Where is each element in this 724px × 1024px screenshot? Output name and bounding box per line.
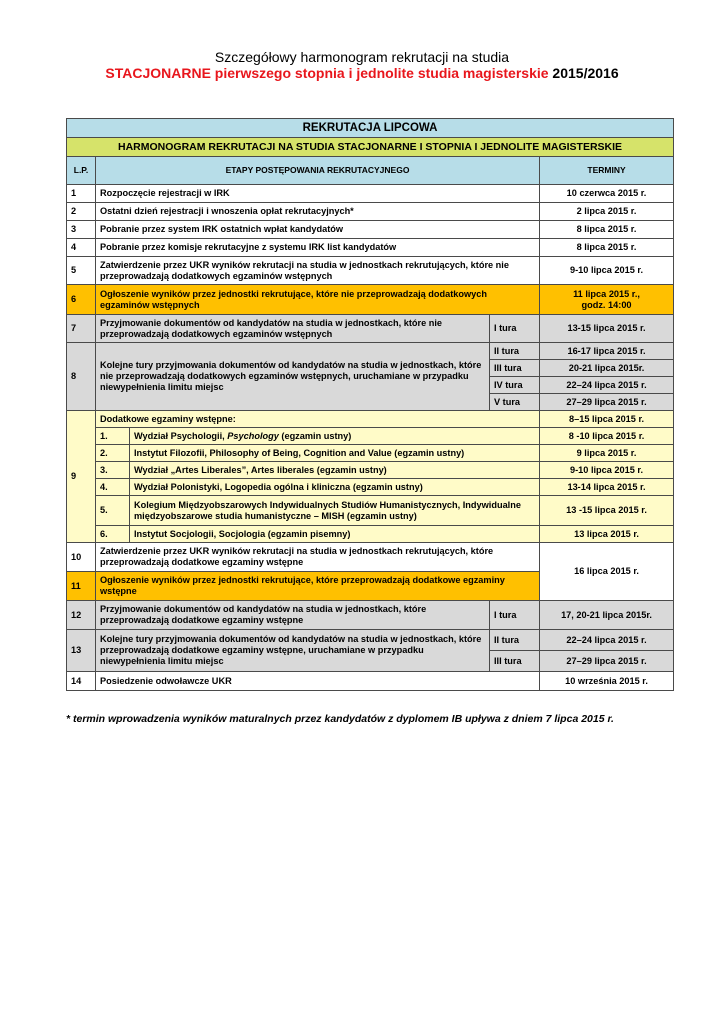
- row-stage: Dodatkowe egzaminy wstępne:: [96, 411, 540, 428]
- table-row-highlighted: [67, 285, 674, 315]
- exam-number: 3.: [96, 462, 130, 479]
- row-stage: Przyjmowanie dokumentów od kandydatów na studia w jednostkach, które przeprowadzają dodatkowe egzaminy wstępne: [96, 601, 490, 630]
- row-stage: Zatwierdzenie przez UKR wyników rekrutacji na studia w jednostkach rekrutujących, które nie przeprowadzają dodatkowych egzaminów wstępnych: [96, 257, 540, 285]
- col-header-terms: TERMINY: [540, 157, 674, 185]
- row-number: 2: [67, 203, 96, 221]
- row-number: 7: [67, 315, 96, 343]
- row-number: 10: [67, 543, 96, 572]
- col-header-stage: ETAPY POSTĘPOWANIA REKRUTACYJNEGO: [96, 157, 540, 185]
- exam-date: 13-14 lipca 2015 r.: [540, 479, 674, 496]
- row-date: 16-17 lipca 2015 r.: [540, 343, 674, 360]
- table-row: [67, 543, 674, 572]
- row-number: 9: [67, 411, 96, 543]
- row-tura: III tura: [490, 360, 540, 377]
- row-stage: Ogłoszenie wyników przez jednostki rekrutujące, które nie przeprowadzają dodatkowych egzaminów wstępnych: [96, 285, 540, 315]
- row-stage: Zatwierdzenie przez UKR wyników rekrutacji na studia w jednostkach rekrutujących, które przeprowadzają dodatkowe egzaminy wstępne: [96, 543, 540, 572]
- row-date: 10 września 2015 r.: [540, 672, 674, 691]
- exam-name-pre: Wydział Psychologii,: [134, 430, 228, 441]
- exam-date: 13 -15 lipca 2015 r.: [540, 496, 674, 526]
- row-number: 14: [67, 672, 96, 691]
- row-number: 11: [67, 572, 96, 601]
- row-tura: II tura: [490, 343, 540, 360]
- row-date: 20-21 lipca 2015r.: [540, 360, 674, 377]
- row-tura: V tura: [490, 394, 540, 411]
- row-number: 12: [67, 601, 96, 630]
- row-stage: Pobranie przez system IRK ostatnich wpłat kandydatów: [96, 221, 540, 239]
- row-tura: I tura: [490, 601, 540, 630]
- row-tura: III tura: [490, 651, 540, 672]
- exam-name-italic: Psychology: [227, 430, 279, 441]
- exam-name-post: (egzamin ustny): [278, 430, 352, 441]
- table-row: [67, 315, 674, 343]
- table-title: REKRUTACJA LIPCOWA: [67, 119, 674, 138]
- table-subtitle-row: [67, 138, 674, 157]
- row-stage: Przyjmowanie dokumentów od kandydatów na studia w jednostkach, które nie przeprowadzają dodatkowych egzaminów wstępnych: [96, 315, 490, 343]
- exam-row: [67, 428, 674, 445]
- row-tura: II tura: [490, 630, 540, 651]
- row-number: 5: [67, 257, 96, 285]
- row-date: 2 lipca 2015 r.: [540, 203, 674, 221]
- exam-name: Instytut Socjologii, Socjologia (egzamin pisemny): [130, 526, 540, 543]
- row-date: 9-10 lipca 2015 r.: [540, 257, 674, 285]
- row-date: 27–29 lipca 2015 r.: [540, 394, 674, 411]
- document-subtitle: [0, 65, 724, 81]
- exam-number: 2.: [96, 445, 130, 462]
- row-stage: Kolejne tury przyjmowania dokumentów od kandydatów na studia w jednostkach, które przeprowadzają dodatkowe egzaminy wstępne, uruchamiane w przypadku niewypełnienia limitu miejsc: [96, 630, 490, 672]
- table-row: [67, 601, 674, 630]
- row-date: 8 lipca 2015 r.: [540, 221, 674, 239]
- row-date: 16 lipca 2015 r.: [540, 543, 674, 601]
- table-row: [67, 343, 674, 360]
- row-date: 10 czerwca 2015 r.: [540, 185, 674, 203]
- exam-name: [130, 428, 540, 445]
- exam-row: [67, 496, 674, 526]
- exam-date: 9 lipca 2015 r.: [540, 445, 674, 462]
- row-tura: I tura: [490, 315, 540, 343]
- subtitle-red-part: STACJONARNE pierwszego stopnia i jednolite studia magisterskie: [105, 65, 549, 81]
- schedule-table: [66, 118, 674, 691]
- table-row: [67, 672, 674, 691]
- row-stage: Ogłoszenie wyników przez jednostki rekrutujące, które przeprowadzają dodatkowe egzaminy wstępne: [96, 572, 540, 601]
- table-subtitle: HARMONOGRAM REKRUTACJI NA STUDIA STACJONARNE I STOPNIA I JEDNOLITE MAGISTERSKIE: [67, 138, 674, 157]
- row-date-time: godz. 14:00: [581, 299, 632, 310]
- table-row: [67, 221, 674, 239]
- table-row: [67, 257, 674, 285]
- row-date: 8–15 lipca 2015 r.: [540, 411, 674, 428]
- col-header-lp: L.P.: [67, 157, 96, 185]
- exam-row: [67, 445, 674, 462]
- exam-number: 5.: [96, 496, 130, 526]
- row-stage: Pobranie przez komisje rekrutacyjne z systemu IRK list kandydatów: [96, 239, 540, 257]
- exam-row: [67, 462, 674, 479]
- exam-row: [67, 526, 674, 543]
- table-row: [67, 239, 674, 257]
- row-number: 4: [67, 239, 96, 257]
- exam-name: Instytut Filozofii, Philosophy of Being, Cognition and Value (egzamin ustny): [130, 445, 540, 462]
- row-date: 13-15 lipca 2015 r.: [540, 315, 674, 343]
- row-date: 17, 20-21 lipca 2015r.: [540, 601, 674, 630]
- row-stage: Rozpoczęcie rejestracji w IRK: [96, 185, 540, 203]
- exam-name: Wydział „Artes Liberales”, Artes liberales (egzamin ustny): [130, 462, 540, 479]
- exam-row: [67, 479, 674, 496]
- row-date: [540, 285, 674, 315]
- row-date: 22–24 lipca 2015 r.: [540, 377, 674, 394]
- table-row: [67, 630, 674, 651]
- footnote: * termin wprowadzenia wyników maturalnych przez kandydatów z dyplomem IB upływa z dniem 7 lipca 2015 r.: [66, 713, 614, 725]
- row-stage: Kolejne tury przyjmowania dokumentów od kandydatów na studia w jednostkach, które nie przeprowadzają dodatkowych egzaminów wstępnych, uruchamiane w przypadku niewypełnienia limitu miejsc: [96, 343, 490, 411]
- row-number: 1: [67, 185, 96, 203]
- row-date: 27–29 lipca 2015 r.: [540, 651, 674, 672]
- row-date: 8 lipca 2015 r.: [540, 239, 674, 257]
- column-header-row: [67, 157, 674, 185]
- exam-name: Wydział Polonistyki, Logopedia ogólna i kliniczna (egzamin ustny): [130, 479, 540, 496]
- table-row: [67, 411, 674, 428]
- table-title-row: [67, 119, 674, 138]
- table-row: [67, 203, 674, 221]
- row-number: 13: [67, 630, 96, 672]
- row-date-day: 11 lipca 2015 r.,: [573, 288, 640, 299]
- document-title: Szczegółowy harmonogram rekrutacji na studia: [214, 49, 510, 65]
- exam-number: 4.: [96, 479, 130, 496]
- exam-number: 6.: [96, 526, 130, 543]
- exam-date: 9-10 lipca 2015 r.: [540, 462, 674, 479]
- row-stage: Posiedzenie odwoławcze UKR: [96, 672, 540, 691]
- exam-number: 1.: [96, 428, 130, 445]
- row-number: 6: [67, 285, 96, 315]
- exam-date: 8 -10 lipca 2015 r.: [540, 428, 674, 445]
- row-number: 3: [67, 221, 96, 239]
- exam-name: Kolegium Międzyobszarowych Indywidualnych Studiów Humanistycznych, Indywidualne międzyobszarowe studia humanistyczne – MISH (egzamin ustny): [130, 496, 540, 526]
- row-number: 8: [67, 343, 96, 411]
- subtitle-year: 2015/2016: [548, 65, 619, 81]
- row-tura: IV tura: [490, 377, 540, 394]
- row-date: 22–24 lipca 2015 r.: [540, 630, 674, 651]
- table-row: [67, 185, 674, 203]
- row-stage: Ostatni dzień rejestracji i wnoszenia opłat rekrutacyjnych*: [96, 203, 540, 221]
- exam-date: 13 lipca 2015 r.: [540, 526, 674, 543]
